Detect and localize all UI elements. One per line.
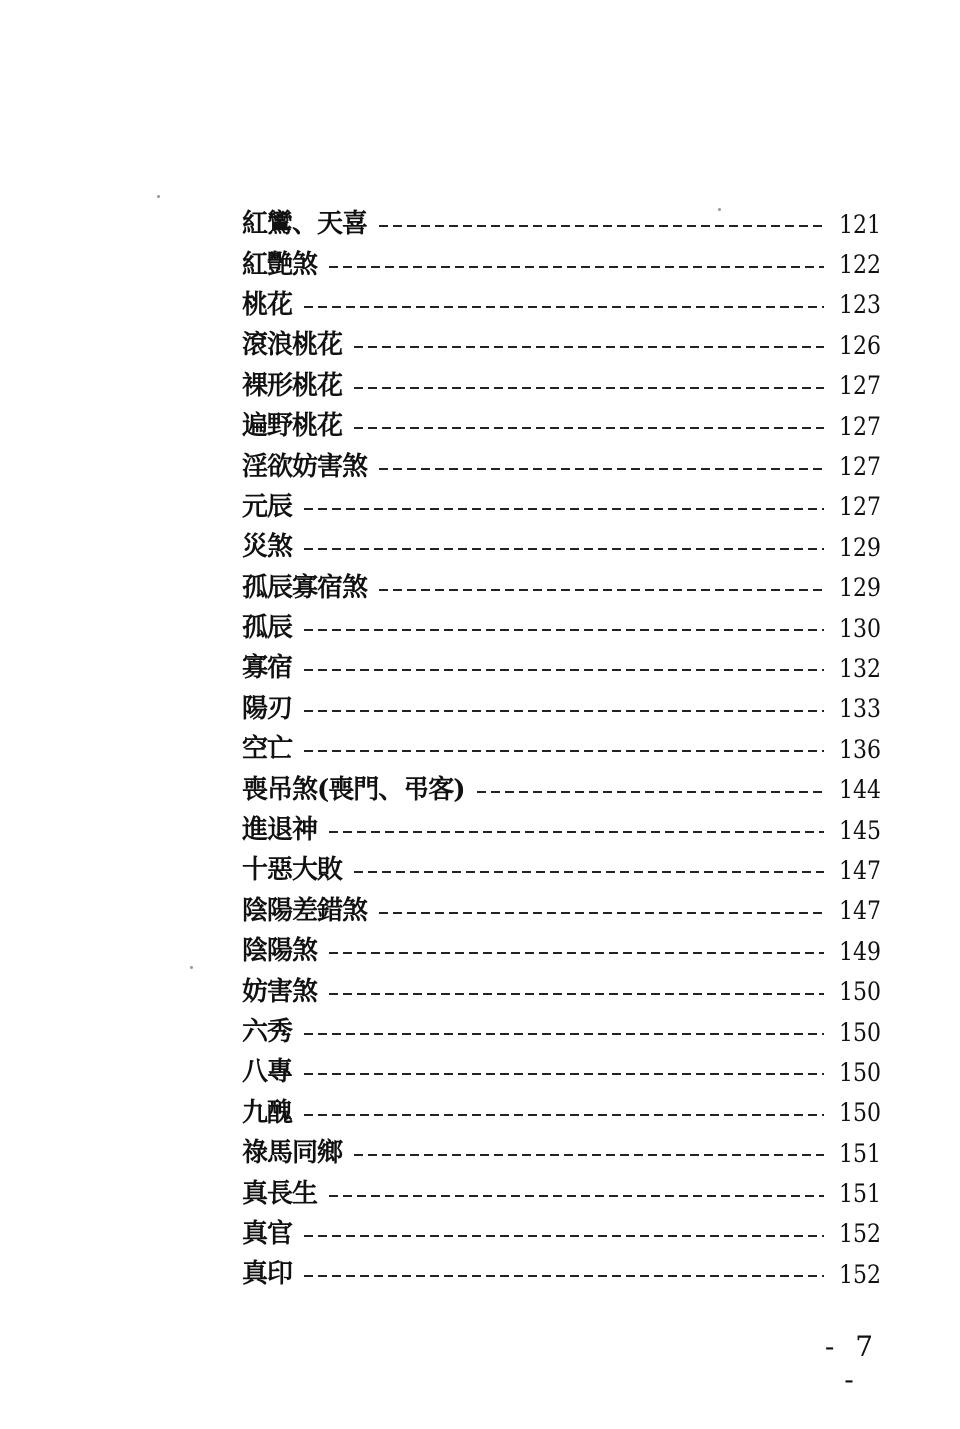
toc-entry-title: 遍野桃花 xyxy=(242,411,343,442)
toc-entry-page: 136 xyxy=(839,734,882,764)
dotted-leader xyxy=(329,1195,824,1197)
toc-entry xyxy=(242,608,882,648)
toc-entry xyxy=(242,1254,882,1294)
toc-entry xyxy=(242,769,882,809)
toc-entry xyxy=(242,1093,882,1133)
toc-entry xyxy=(242,446,882,486)
toc-entry xyxy=(242,527,882,567)
dotted-leader xyxy=(304,629,824,631)
toc-entry xyxy=(242,568,882,608)
toc-entry-page: 123 xyxy=(839,290,882,320)
dotted-leader xyxy=(304,1073,824,1075)
toc-entry xyxy=(242,1012,882,1052)
table-of-contents xyxy=(242,204,882,1295)
scan-speck xyxy=(157,195,160,198)
toc-entry-page: 129 xyxy=(839,532,882,562)
toc-entry-title: 陰陽差錯煞 xyxy=(242,895,368,926)
toc-entry xyxy=(242,810,882,850)
toc-entry xyxy=(242,406,882,446)
toc-entry-title: 真印 xyxy=(242,1259,293,1290)
toc-entry-page: 149 xyxy=(839,936,882,966)
toc-entry-page: 147 xyxy=(839,896,882,926)
toc-entry-page: 127 xyxy=(839,411,882,441)
toc-entry-page: 126 xyxy=(839,330,882,360)
toc-entry xyxy=(242,204,882,244)
toc-entry-title: 空亡 xyxy=(242,734,293,765)
toc-entry xyxy=(242,325,882,365)
toc-entry-page: 150 xyxy=(839,977,882,1007)
toc-entry-title: 陽刃 xyxy=(242,693,293,724)
toc-entry-page: 144 xyxy=(839,775,882,805)
toc-entry xyxy=(242,1052,882,1092)
toc-entry xyxy=(242,931,882,971)
toc-entry xyxy=(242,729,882,769)
dotted-leader xyxy=(379,589,824,591)
toc-entry-page: 150 xyxy=(839,1057,882,1087)
dotted-leader xyxy=(329,266,824,268)
dotted-leader xyxy=(354,387,824,389)
dotted-leader xyxy=(354,871,824,873)
toc-entry-page: 150 xyxy=(839,1017,882,1047)
toc-entry-title: 紅艷煞 xyxy=(242,249,318,280)
toc-entry-title: 九醜 xyxy=(242,1097,293,1128)
toc-entry xyxy=(242,689,882,729)
scan-speck xyxy=(190,966,193,969)
dotted-leader xyxy=(304,1275,824,1277)
toc-entry-title: 妨害煞 xyxy=(242,976,318,1007)
dotted-leader xyxy=(379,468,824,470)
scan-speck xyxy=(718,208,721,211)
dotted-leader xyxy=(354,1154,824,1156)
toc-entry xyxy=(242,1133,882,1173)
toc-entry-page: 151 xyxy=(839,1179,882,1209)
toc-entry-title: 滾浪桃花 xyxy=(242,330,343,361)
dotted-leader xyxy=(354,427,824,429)
toc-entry xyxy=(242,971,882,1011)
toc-entry-title: 六秀 xyxy=(242,1017,293,1047)
dotted-leader xyxy=(304,710,824,712)
toc-entry-page: 145 xyxy=(839,815,882,845)
toc-entry-page: 150 xyxy=(839,1098,882,1128)
toc-entry-title: 孤辰寡宿煞 xyxy=(242,572,368,603)
toc-entry-title: 喪吊煞(喪門、弔客) xyxy=(242,774,465,805)
toc-entry-page: 132 xyxy=(839,653,882,683)
dotted-leader xyxy=(304,508,824,510)
toc-entry-page: 127 xyxy=(839,452,882,482)
toc-entry-title: 災煞 xyxy=(242,532,293,563)
dotted-leader xyxy=(304,1114,824,1116)
toc-entry-title: 祿馬同鄉 xyxy=(242,1138,343,1169)
page-number: - 7 - xyxy=(824,1330,880,1396)
dotted-leader xyxy=(379,912,824,914)
toc-entry xyxy=(242,1173,882,1213)
dotted-leader xyxy=(329,952,824,954)
dotted-leader xyxy=(379,225,824,227)
toc-entry xyxy=(242,487,882,527)
toc-entry-page: 152 xyxy=(839,1259,882,1289)
toc-entry xyxy=(242,648,882,688)
toc-entry-page: 147 xyxy=(839,855,882,885)
dotted-leader xyxy=(354,346,824,348)
toc-entry-title: 陰陽煞 xyxy=(242,936,318,967)
dotted-leader xyxy=(329,831,824,833)
toc-entry-title: 元辰 xyxy=(242,491,293,522)
toc-entry-title: 裸形桃花 xyxy=(242,370,343,401)
toc-entry xyxy=(242,366,882,406)
toc-entry xyxy=(242,285,882,325)
dotted-leader xyxy=(304,1235,824,1237)
toc-entry-page: 122 xyxy=(839,250,882,280)
toc-entry-page: 127 xyxy=(839,371,882,401)
toc-entry-page: 121 xyxy=(839,209,882,239)
toc-entry-title: 孤辰 xyxy=(242,613,293,644)
toc-entry-title: 進退神 xyxy=(242,815,318,846)
toc-entry-title: 淫欲妨害煞 xyxy=(242,451,368,482)
dotted-leader xyxy=(304,306,824,308)
dotted-leader xyxy=(304,548,824,550)
dotted-leader xyxy=(304,750,824,752)
toc-entry-title: 八專 xyxy=(242,1057,293,1088)
toc-entry-page: 127 xyxy=(839,492,882,522)
toc-entry-page: 151 xyxy=(839,1138,882,1168)
toc-entry-title: 真官 xyxy=(242,1218,293,1249)
toc-entry-title: 桃花 xyxy=(242,289,293,320)
toc-entry-page: 133 xyxy=(839,694,882,724)
toc-entry-page: 129 xyxy=(839,573,882,603)
dotted-leader xyxy=(304,1033,824,1035)
toc-entry-title: 真長生 xyxy=(242,1178,318,1209)
toc-entry-page: 130 xyxy=(839,613,882,643)
dotted-leader xyxy=(477,791,824,793)
dotted-leader xyxy=(304,669,824,671)
toc-entry-title: 十惡大敗 xyxy=(242,855,343,886)
dotted-leader xyxy=(329,993,824,995)
toc-entry xyxy=(242,1214,882,1254)
toc-entry-title: 紅鸞、天喜 xyxy=(242,209,368,240)
toc-entry xyxy=(242,850,882,890)
toc-entry xyxy=(242,244,882,284)
toc-entry xyxy=(242,891,882,931)
toc-entry-page: 152 xyxy=(839,1219,882,1249)
toc-entry-title: 寡宿 xyxy=(242,653,293,684)
